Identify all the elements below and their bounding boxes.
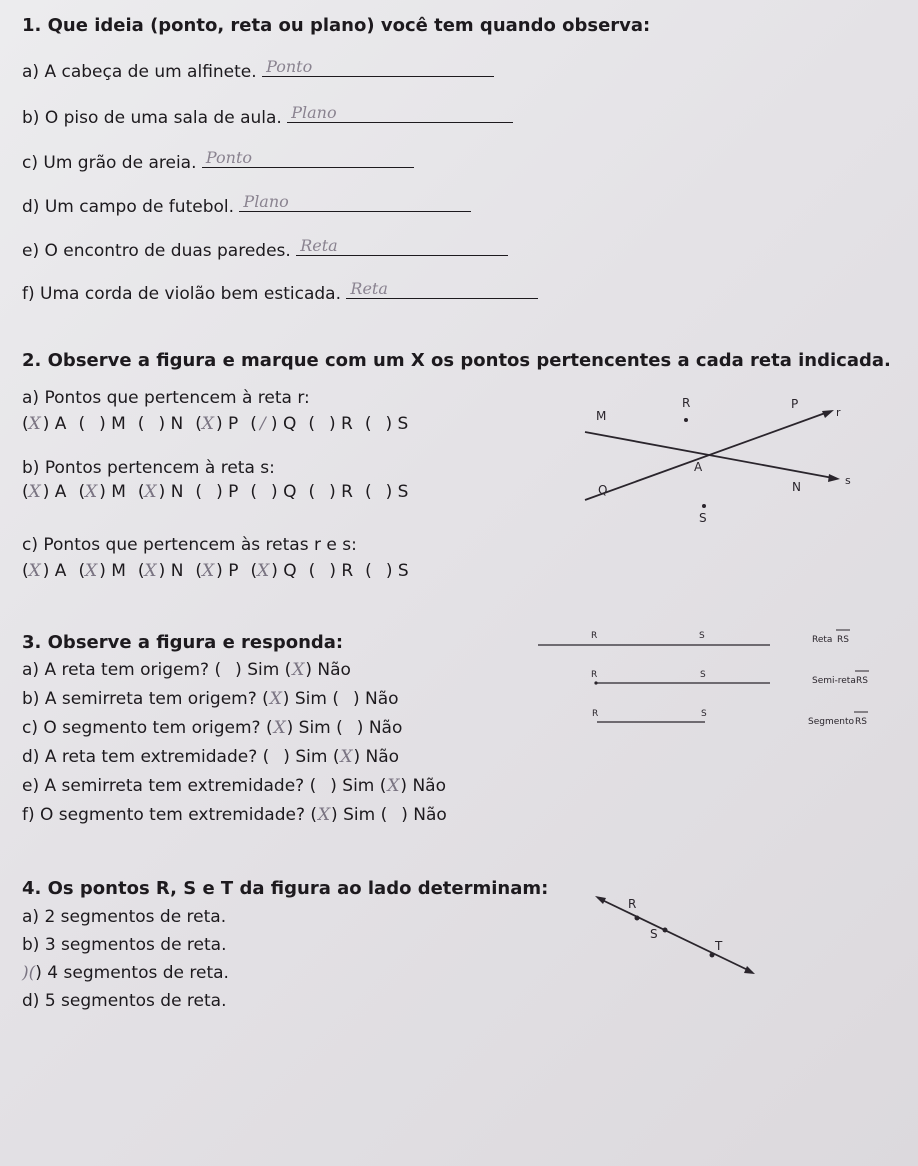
q3-item: f) O segmento tem extremidade? (X) Sim ( ) Não bbox=[22, 805, 447, 825]
q3-sim-label: Sim bbox=[295, 747, 328, 767]
point-t-q4-label: T bbox=[715, 939, 723, 953]
point-r-q4-label: R bbox=[628, 897, 637, 911]
q1-answer-f: Reta bbox=[350, 279, 388, 298]
q4-arrow-right bbox=[744, 966, 755, 974]
line-r-label: r bbox=[836, 406, 841, 419]
q2-option-letter: S bbox=[397, 414, 409, 434]
q2-option-letter: S bbox=[397, 482, 409, 502]
q3-nao-mark[interactable]: X bbox=[292, 660, 305, 680]
q1-answer-e: Reta bbox=[300, 236, 338, 255]
q2-option-r[interactable]: ( ) R bbox=[308, 482, 353, 502]
q2-option-mark: X bbox=[85, 482, 98, 502]
q2-title: 2. Observe a figura e marque com um X os pontos pertencentes a cada reta indicada. bbox=[22, 350, 891, 371]
q2-option-letter: P bbox=[228, 482, 239, 502]
q1-item-c-label: c) Um grão de areia. bbox=[22, 153, 197, 173]
q2-option-p[interactable]: ( ) P bbox=[195, 482, 239, 502]
q2-option-letter: Q bbox=[282, 414, 297, 434]
q2-option-p[interactable]: (X ) P bbox=[195, 414, 239, 434]
semirreta-r-label: R bbox=[591, 670, 598, 680]
q3-sim-mark[interactable]: X bbox=[317, 805, 331, 825]
q3-sim-mark[interactable]: X bbox=[273, 718, 286, 738]
q2-option-n[interactable]: ( ) N bbox=[137, 414, 184, 434]
point-p-label: P bbox=[791, 397, 799, 411]
q3-nao-mark[interactable]: X bbox=[340, 747, 353, 767]
q3-item: b) A semirreta tem origem? (X) Sim ( ) Não bbox=[22, 689, 399, 709]
q4-option-b[interactable]: b) 3 segmentos de reta. bbox=[22, 935, 227, 955]
q4-arrow-left bbox=[595, 896, 606, 904]
q1-answer-d: Plano bbox=[243, 192, 289, 211]
segmento-s-label: S bbox=[701, 709, 707, 719]
q2-option-letter: N bbox=[170, 482, 184, 502]
q3-title: 3. Observe a figura e responda: bbox=[22, 632, 344, 653]
q3-item: e) A semirreta tem extremidade? ( ) Sim (X) Não bbox=[22, 776, 447, 796]
q4-option-a[interactable]: a) 2 segmentos de reta. bbox=[22, 907, 227, 927]
q2-option-letter: P bbox=[228, 414, 239, 434]
q2-option-m[interactable]: ( ) M bbox=[78, 414, 126, 434]
q3-sim-label: Sim bbox=[342, 776, 375, 796]
semirreta-caption: Semi-reta bbox=[812, 676, 856, 686]
q2-option-a[interactable]: (X ) A bbox=[22, 561, 67, 581]
q2-option-s[interactable]: ( ) S bbox=[365, 561, 409, 581]
q3-sim-label: Sim bbox=[343, 805, 376, 825]
segmento-notation: RS bbox=[855, 717, 867, 727]
q2-option-s[interactable]: ( ) S bbox=[364, 482, 409, 502]
q3-nao-label: Não bbox=[317, 660, 351, 680]
q2-option-r[interactable]: ( ) R bbox=[308, 414, 353, 434]
q3-nao-label: Não bbox=[413, 805, 447, 825]
q2-option-p[interactable]: (X ) P bbox=[195, 561, 239, 581]
point-s-q4-label: S bbox=[650, 927, 658, 941]
q3-nao-mark[interactable]: X bbox=[387, 776, 400, 796]
q2-option-a[interactable]: (X ) A bbox=[22, 482, 67, 502]
q2-option-q[interactable]: ( / ) Q bbox=[250, 414, 297, 434]
q3-item-label: b) A semirreta tem origem? bbox=[22, 689, 257, 709]
q3-item-label: e) A semirreta tem extremidade? bbox=[22, 776, 305, 796]
q3-item: a) A reta tem origem? ( ) Sim (X) Não bbox=[22, 660, 351, 680]
q3-nao-label: Não bbox=[368, 718, 403, 738]
q2-option-letter: A bbox=[54, 414, 67, 434]
q1-answer-a: Ponto bbox=[266, 57, 313, 76]
q2-option-letter: M bbox=[111, 482, 126, 502]
q4-option-d[interactable]: d) 5 segmentos de reta. bbox=[22, 991, 227, 1011]
q3-item: c) O segmento tem origem? (X) Sim ( ) Não bbox=[22, 718, 403, 738]
q1-answer-c: Ponto bbox=[205, 148, 253, 167]
q3-item-label: a) A reta tem origem? bbox=[22, 660, 210, 680]
segmento-r-label: R bbox=[592, 709, 599, 719]
q2-option-m[interactable]: (X ) M bbox=[78, 482, 126, 502]
q2-option-letter: R bbox=[341, 561, 354, 581]
q2-option-n[interactable]: (X ) N bbox=[137, 561, 184, 581]
q4-line bbox=[598, 898, 752, 972]
q1-title: 1. Que ideia (ponto, reta ou plano) você tem quando observa: bbox=[22, 15, 651, 36]
point-t-q4 bbox=[710, 953, 715, 958]
q2-option-letter: M bbox=[111, 561, 126, 581]
q2-option-mark: X bbox=[202, 561, 215, 581]
q2-option-letter: Q bbox=[283, 482, 297, 502]
semirreta-notation: RS bbox=[856, 676, 868, 686]
q2-option-letter: N bbox=[170, 414, 184, 434]
q2-option-n[interactable]: (X ) N bbox=[137, 482, 184, 502]
q2-option-letter: M bbox=[111, 414, 126, 434]
q1-item-b-label: b) O piso de uma sala de aula. bbox=[22, 108, 282, 128]
q2-option-m[interactable]: (X ) M bbox=[78, 561, 126, 581]
q2-option-letter: A bbox=[54, 561, 67, 581]
q2-option-letter: A bbox=[54, 482, 67, 502]
q2-option-mark: X bbox=[144, 482, 157, 502]
q2-option-mark: X bbox=[28, 414, 41, 434]
q2-option-mark: X bbox=[28, 561, 41, 581]
point-s-label: S bbox=[699, 511, 707, 525]
point-s-q4 bbox=[663, 928, 668, 933]
q1-item-f-label: f) Uma corda de violão bem esticada. bbox=[22, 284, 341, 304]
point-n-label: N bbox=[792, 480, 801, 494]
q2-option-letter: R bbox=[341, 414, 353, 434]
reta-s-label: S bbox=[699, 631, 705, 641]
q3-sim-label: Sim bbox=[298, 718, 331, 738]
q2-part-b-label: b) Pontos pertencem à reta s: bbox=[22, 458, 275, 478]
reta-notation: RS bbox=[837, 635, 849, 645]
point-r-label: R bbox=[682, 396, 691, 410]
q3-sim-label: Sim bbox=[247, 660, 280, 680]
point-q-label: Q bbox=[598, 483, 608, 497]
q2-option-letter: S bbox=[397, 561, 409, 581]
reta-r-label: R bbox=[591, 631, 598, 641]
q1-item-e-label: e) O encontro de duas paredes. bbox=[22, 241, 291, 261]
q1-item-a-label: a) A cabeça de um alfinete. bbox=[22, 62, 257, 82]
reta-caption: Reta bbox=[812, 635, 833, 645]
q3-item-label: f) O segmento tem extremidade? bbox=[22, 805, 305, 825]
q3-item: d) A reta tem extremidade? ( ) Sim (X) Não bbox=[22, 747, 400, 767]
q2-option-letter: R bbox=[341, 482, 353, 502]
semirreta-s-label: S bbox=[700, 670, 706, 680]
line-s-label: s bbox=[845, 474, 851, 487]
segmento-caption: Segmento bbox=[808, 717, 855, 727]
q3-nao-label: Não bbox=[365, 747, 400, 767]
point-a-label: A bbox=[694, 460, 703, 474]
q3-nao-label: Não bbox=[365, 689, 399, 709]
q2-option-r[interactable]: ( ) R bbox=[308, 561, 354, 581]
q3-item-label: d) A reta tem extremidade? bbox=[22, 747, 258, 767]
point-r-q4 bbox=[635, 916, 640, 921]
q2-option-q[interactable]: (X ) Q bbox=[250, 561, 297, 581]
q2-option-a[interactable]: (X ) A bbox=[22, 414, 67, 434]
q3-sim-mark[interactable]: X bbox=[269, 689, 282, 709]
q2-option-mark: X bbox=[144, 561, 157, 581]
q2-part-a-label: a) Pontos que pertencem à reta r: bbox=[22, 388, 310, 408]
q1-answer-b: Plano bbox=[291, 103, 337, 122]
q2-option-mark: X bbox=[201, 414, 214, 434]
q2-option-mark: X bbox=[257, 561, 270, 581]
q4-title: 4. Os pontos R, S e T da figura ao lado determinam: bbox=[22, 878, 549, 899]
point-m-label: M bbox=[596, 409, 607, 423]
q2-option-mark: X bbox=[28, 482, 41, 502]
q2-option-s[interactable]: ( ) S bbox=[364, 414, 409, 434]
q4-option-c-label: ) 4 segmentos de reta. bbox=[35, 963, 229, 983]
q4-option-c-mark: )( bbox=[22, 963, 36, 983]
q2-option-mark: X bbox=[85, 561, 98, 581]
q3-nao-label: Não bbox=[412, 776, 447, 796]
q1-item-d-label: d) Um campo de futebol. bbox=[22, 197, 235, 217]
q2-option-q[interactable]: ( ) Q bbox=[250, 482, 297, 502]
q2-option-mark: / bbox=[260, 414, 266, 434]
q3-item-label: c) O segmento tem origem? bbox=[22, 718, 261, 738]
q2-option-letter: P bbox=[228, 561, 239, 581]
q2-option-letter: Q bbox=[283, 561, 297, 581]
q3-sim-label: Sim bbox=[294, 689, 327, 709]
q2-part-c-label: c) Pontos que pertencem às retas r e s: bbox=[22, 535, 357, 555]
q2-option-letter: N bbox=[170, 561, 184, 581]
